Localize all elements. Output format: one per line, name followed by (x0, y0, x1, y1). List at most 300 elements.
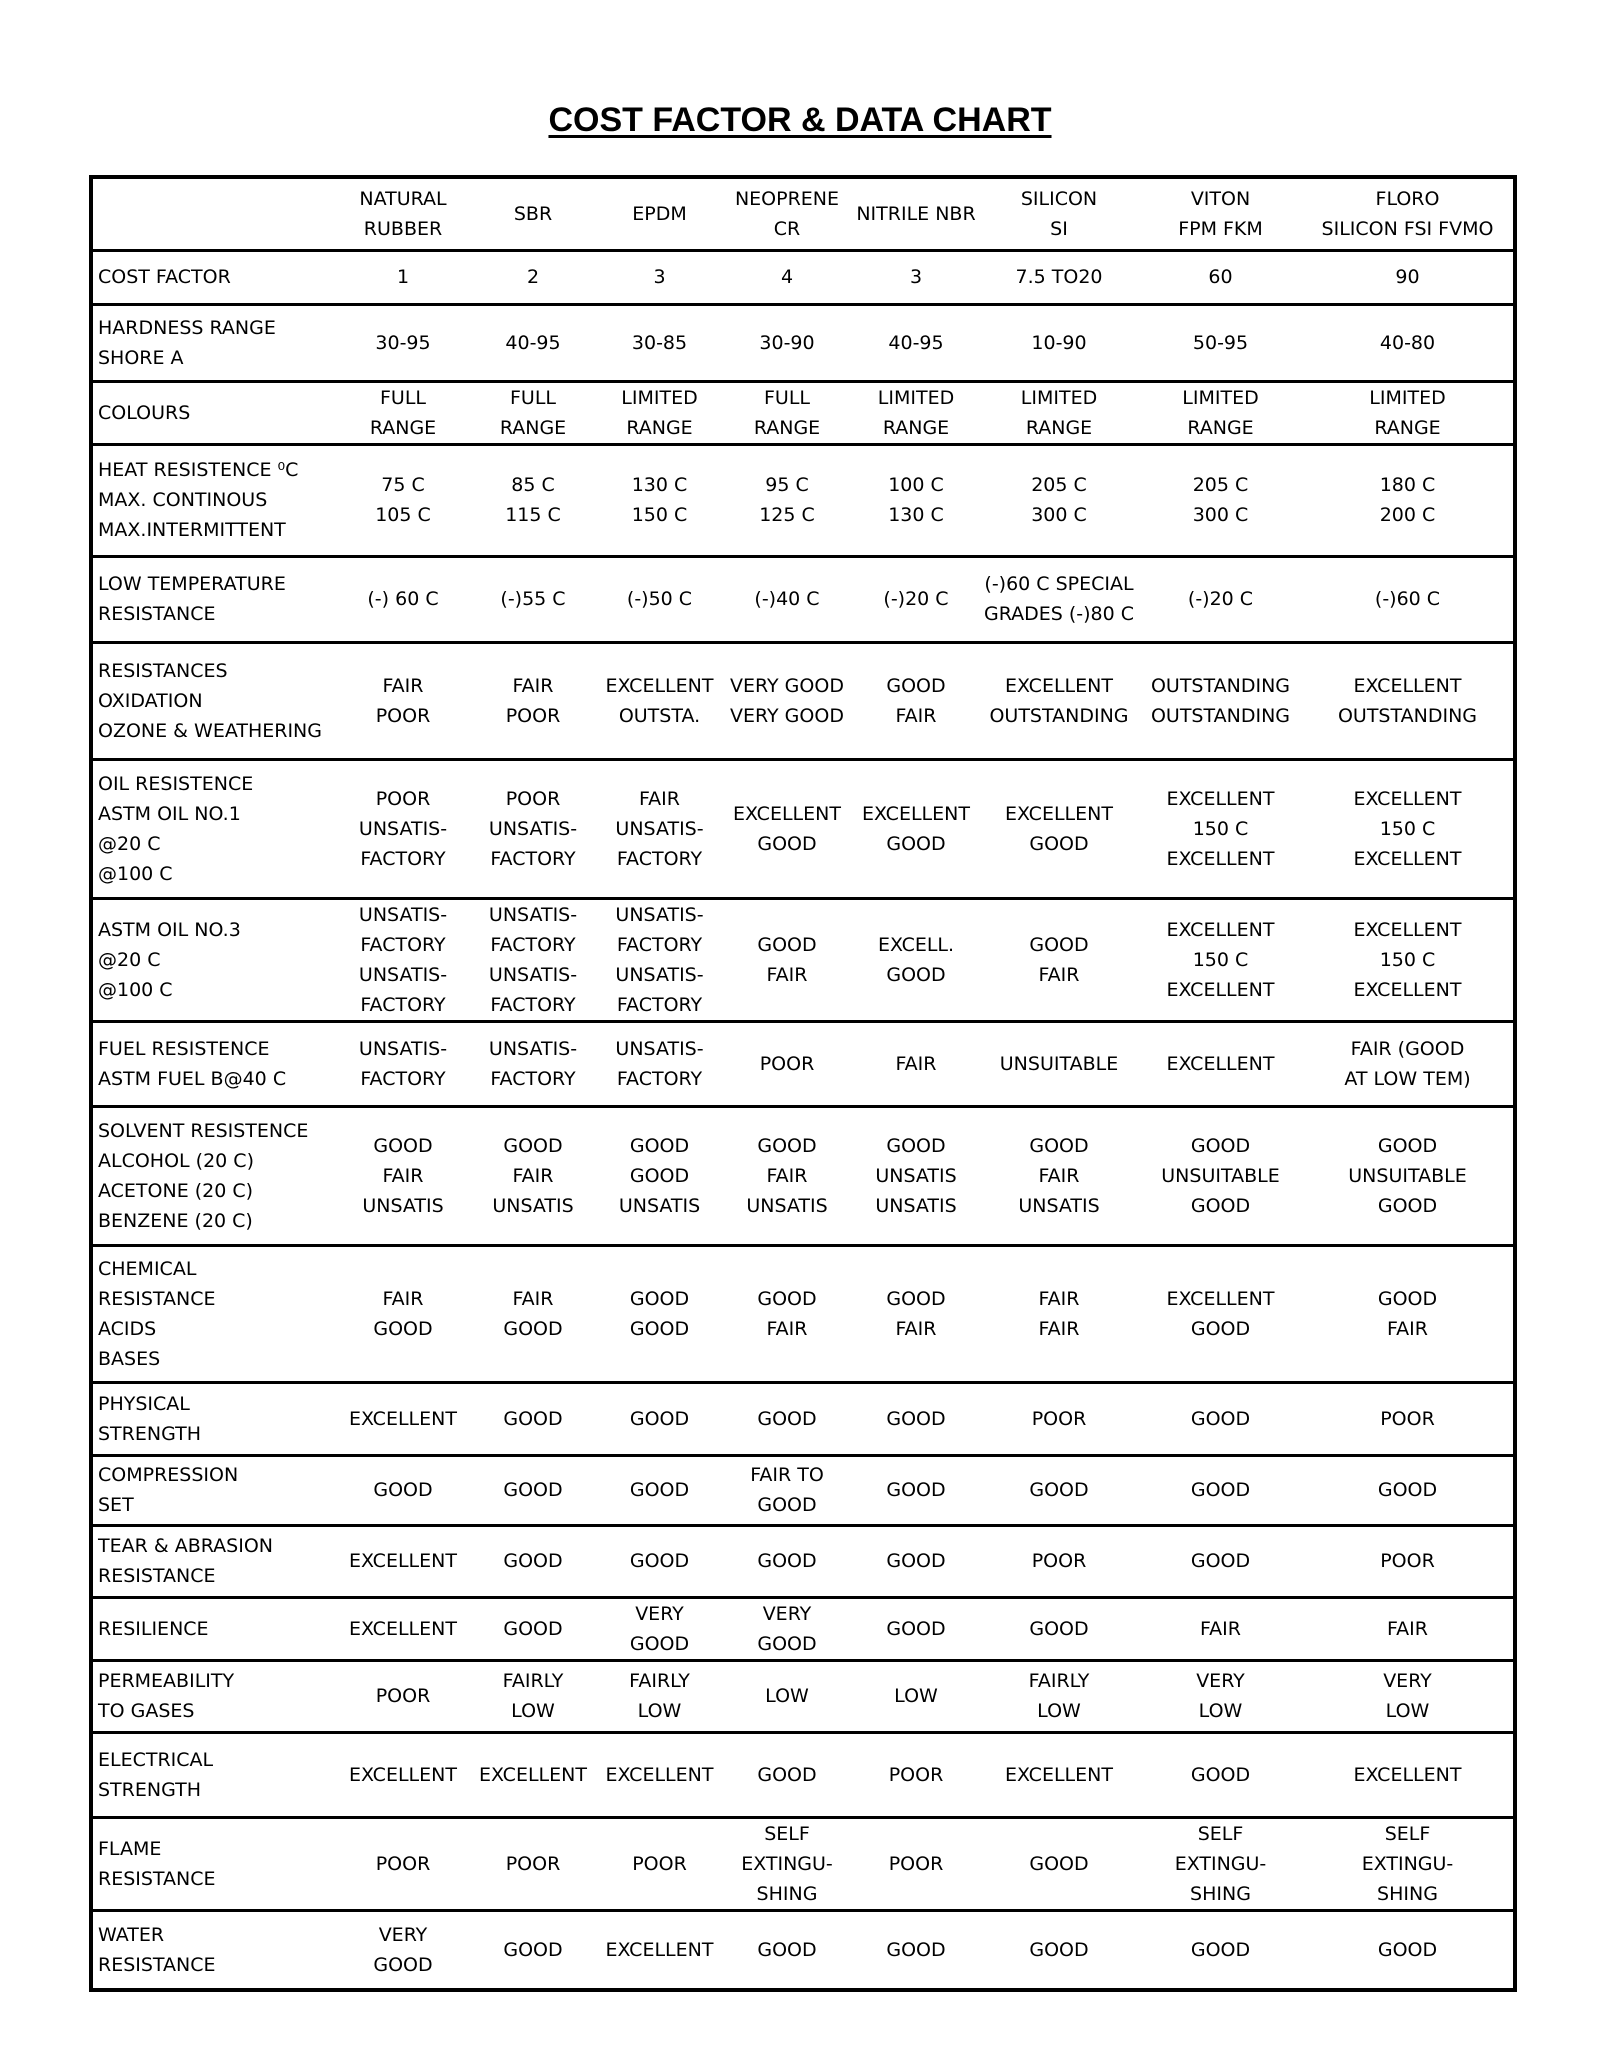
cell-text-line: SHING (756, 1882, 818, 1905)
cell-text-line: GOOD (503, 1938, 563, 1961)
cell-text-line: OUTSTANDING (989, 704, 1129, 727)
cell-text-line: SI (1050, 217, 1068, 240)
table-cell (598, 304, 721, 381)
table-cell (853, 1455, 979, 1525)
cell-text-line: 150 C (1379, 948, 1436, 971)
cell-text-line: GOOD (503, 1550, 563, 1572)
cell-text-line: EXCELL. (877, 933, 955, 956)
table-row (91, 898, 1515, 1021)
cell-text-line: 50-95 (1192, 331, 1249, 354)
cell-text-line: EXCELLENT (862, 802, 970, 825)
table-cell (721, 759, 853, 898)
cell-text-line: 85 C (511, 474, 555, 496)
table-cell (853, 304, 979, 381)
cell-text-line: MAX.INTERMITTENT (98, 519, 286, 541)
table-cell (853, 642, 979, 759)
cell-text-line: GOOD (1190, 1317, 1251, 1340)
cell-text-line: RESISTANCE (98, 1565, 216, 1587)
table-cell (598, 1910, 721, 1990)
cell-text-line: BASES (98, 1347, 161, 1370)
cell-text-line: LIMITED (877, 386, 955, 409)
cell-text-line: OUTSTANDING (1150, 674, 1291, 697)
cell-text-line: PERMEABILITY (98, 1670, 235, 1692)
cell-text-line: GOOD (503, 1407, 563, 1430)
table-cell (468, 1382, 598, 1455)
table-cell (338, 1382, 468, 1455)
table-cell (1302, 1660, 1515, 1732)
cell-text-line: UNSATIS- (358, 817, 448, 840)
cell-text-line: GOOD (1029, 1134, 1089, 1157)
table-cell (1139, 1106, 1302, 1245)
cell-text-line: GOOD (886, 963, 946, 986)
cell-text-line: RANGE (626, 416, 693, 439)
table-cell (468, 1817, 598, 1910)
cell-text-line: STRENGTH (98, 1778, 202, 1801)
table-cell (468, 898, 598, 1021)
cell-text-line: GOOD (629, 1134, 690, 1157)
cell-text-line: POOR (375, 1852, 431, 1875)
table-row (91, 556, 1515, 642)
column-header (1302, 177, 1515, 250)
table-cell (598, 1597, 721, 1660)
cell-text-line: 90 (1395, 266, 1420, 288)
cell-text-line: 40-95 (888, 331, 944, 354)
cell-text-line: UNSATIS- (358, 903, 448, 926)
cell-text-line: GOOD (1377, 1479, 1438, 1501)
cell-text-line: LOW (1198, 1700, 1243, 1722)
cell-text-line: SHING (1377, 1882, 1438, 1905)
table-cell (338, 1732, 468, 1817)
cell-text-line: POOR (1031, 1550, 1087, 1572)
cell-text-line: FULL (763, 386, 810, 409)
cell-text-line: @20 C (98, 948, 161, 971)
cell-text-line: GOOD (1029, 1479, 1089, 1501)
table-cell (468, 1106, 598, 1245)
cell-text-line: SILICON FSI FVMO (1321, 217, 1494, 240)
table-cell (1302, 1817, 1515, 1910)
table-cell (979, 1817, 1139, 1910)
table-cell (853, 1245, 979, 1382)
cell-text-line: UNSATIS (492, 1194, 574, 1217)
cell-text-line: GOOD (757, 1134, 817, 1157)
cell-text-line: CR (773, 217, 801, 240)
cell-text-line: FACTORY (616, 847, 703, 870)
table-row (91, 381, 1515, 444)
page-title-text: COST FACTOR & DATA CHART (548, 101, 1052, 139)
table-cell (721, 1817, 853, 1910)
cell-text-line: 60 (1208, 266, 1233, 288)
table-cell (598, 1021, 721, 1106)
cell-text-line: EXCELLENT (605, 1938, 714, 1961)
cell-text-line: FACTORY (360, 933, 446, 956)
table-cell (721, 1455, 853, 1525)
table-cell (979, 1660, 1139, 1732)
row-label (91, 381, 338, 444)
cell-text-line: GOOD (1029, 1852, 1089, 1875)
cell-text-line: FAIR (1038, 963, 1080, 986)
cell-text-line: FAIR (382, 1164, 424, 1187)
cell-text-line: RANGE (369, 416, 437, 439)
cell-text-line: 150 C (1192, 948, 1249, 971)
cell-text-line: FAIR (766, 1164, 808, 1187)
cell-text-line: EXCELLENT (1166, 978, 1275, 1001)
table-cell (338, 381, 468, 444)
cell-text-line: GOOD (886, 1287, 946, 1310)
cell-text-line: UNSUITABLE (1161, 1164, 1280, 1187)
table-cell (853, 1910, 979, 1990)
cell-text-line: FACTORY (360, 993, 446, 1016)
cell-text-line: VITON (1190, 187, 1251, 210)
cell-text-line: GOOD (886, 1407, 946, 1430)
cell-text-line: ASTM OIL NO.1 (98, 802, 241, 825)
table-cell (338, 759, 468, 898)
table-cell (979, 556, 1139, 642)
cell-text-line: 30-95 (375, 331, 431, 354)
cell-text-line: GOOD (886, 1617, 946, 1640)
cell-text-line: VERY (378, 1923, 428, 1946)
cell-text-line: FAIR (766, 1317, 808, 1340)
cell-text-line: FAIR (639, 787, 680, 810)
cell-text-line: 30-85 (631, 331, 688, 354)
cell-text-line: FAIR (895, 704, 937, 727)
cell-text-line: FAIR (382, 674, 424, 697)
cell-text-line: EXCELLENT (605, 1763, 714, 1786)
cell-text-line: LOW TEMPERATURE (98, 573, 286, 595)
table-cell (1139, 1660, 1302, 1732)
cell-text-line: UNSUITABLE (1348, 1164, 1467, 1187)
cell-text-line: FACTORY (616, 1067, 703, 1090)
cell-text-line: HEAT RESISTENCE ⁰C (98, 459, 299, 481)
cell-text-line: 150 C (1379, 817, 1436, 840)
cell-text-line: GOOD (373, 1479, 433, 1501)
cell-text-line: AT LOW TEM) (1344, 1067, 1471, 1090)
table-row (91, 1910, 1515, 1990)
cell-text-line: GOOD (1377, 1134, 1438, 1157)
cell-text-line: GOOD (629, 1287, 690, 1310)
cell-text-line: FAIR (1200, 1617, 1241, 1640)
cell-text-line: UNSATIS- (488, 963, 578, 986)
table-row (91, 1245, 1515, 1382)
page-title (0, 100, 1600, 140)
table-cell (1139, 1732, 1302, 1817)
cell-text-line: 75 C (381, 474, 425, 496)
table-cell (1139, 304, 1302, 381)
cell-text-line: GOOD (503, 1617, 563, 1640)
table-cell (1302, 642, 1515, 759)
cell-text-line: LOW (637, 1700, 682, 1722)
cell-text-line: WATER (98, 1923, 165, 1946)
table-row (91, 1817, 1515, 1910)
cell-text-line: GOOD (1190, 1194, 1251, 1217)
cell-text-line: FLORO (1375, 187, 1440, 210)
cell-text-line: GOOD (757, 933, 817, 956)
cell-text-line: EXCELLENT (1353, 787, 1462, 810)
cell-text-line: FACTORY (616, 933, 703, 956)
table-cell (853, 1021, 979, 1106)
table-cell (979, 1597, 1139, 1660)
table-cell (1139, 444, 1302, 556)
cell-text-line: LIMITED (1020, 386, 1098, 409)
cell-text-line: SELF (1197, 1822, 1244, 1845)
cell-text-line: GOOD (1190, 1407, 1251, 1430)
cell-text-line: 300 C (1192, 504, 1249, 526)
cell-text-line: EXCELLENT (1166, 847, 1275, 870)
cell-text-line: 100 C (888, 474, 944, 496)
cell-text-line: EPDM (632, 202, 687, 225)
table-cell (853, 1525, 979, 1597)
table-cell (338, 1597, 468, 1660)
table-cell (468, 1597, 598, 1660)
cell-text-line: PHYSICAL (98, 1392, 190, 1415)
cell-text-line: 300 C (1031, 504, 1087, 526)
cell-text-line: 130 C (888, 504, 944, 526)
cell-text-line: POOR (1380, 1550, 1435, 1572)
cell-text-line: LIMITED (1182, 386, 1259, 409)
cell-text-line: EXCELLENT (1166, 918, 1275, 941)
cell-text-line: GOOD (886, 832, 946, 855)
cell-text-line: UNSATIS- (358, 963, 448, 986)
data-chart-table (89, 175, 1517, 1992)
cell-text-line: POOR (505, 704, 561, 727)
table-cell (721, 1106, 853, 1245)
cell-text-line: GOOD (629, 1550, 690, 1572)
table-cell (1139, 250, 1302, 304)
table-cell (1302, 1245, 1515, 1382)
cell-text-line: OUTSTA. (618, 704, 701, 727)
table-cell (598, 898, 721, 1021)
cell-text-line: SHORE A (98, 346, 184, 369)
cell-text-line: ELECTRICAL (98, 1748, 214, 1771)
table-cell (468, 1910, 598, 1990)
cell-text-line: SET (98, 1494, 134, 1516)
cell-text-line: OZONE & WEATHERING (98, 719, 322, 742)
table-cell (979, 1021, 1139, 1106)
cell-text-line: GOOD (503, 1134, 563, 1157)
table-cell (468, 642, 598, 759)
cell-text-line: SHING (1190, 1882, 1251, 1905)
table-cell (1139, 1817, 1302, 1910)
table-cell (1139, 1382, 1302, 1455)
cell-text-line: VERY (762, 1602, 812, 1625)
table-cell (979, 898, 1139, 1021)
cell-text-line: GOOD (886, 1134, 946, 1157)
table-cell (853, 444, 979, 556)
cell-text-line: (-)50 C (626, 588, 693, 610)
table-cell (853, 1660, 979, 1732)
cell-text-line: FLAME (98, 1837, 162, 1860)
row-label (91, 1660, 338, 1732)
table-cell (338, 556, 468, 642)
table-cell (853, 381, 979, 444)
cell-text-line: SBR (513, 202, 553, 225)
cell-text-line: GOOD (629, 1317, 690, 1340)
cell-text-line: UNSATIS (875, 1164, 957, 1187)
table-cell (1302, 381, 1515, 444)
row-label (91, 250, 338, 304)
cell-text-line: VERY GOOD (730, 704, 844, 727)
row-label (91, 1455, 338, 1525)
table-cell (1302, 1597, 1515, 1660)
cell-text-line: FAIR (512, 674, 554, 697)
cell-text-line: HARDNESS RANGE (98, 316, 276, 339)
table-cell (1139, 1525, 1302, 1597)
cell-text-line: POOR (888, 1763, 944, 1786)
table-row (91, 304, 1515, 381)
table-cell (1302, 898, 1515, 1021)
row-label (91, 1597, 338, 1660)
table-cell (338, 1106, 468, 1245)
table-cell (1139, 1245, 1302, 1382)
cell-text-line: RESILIENCE (98, 1617, 209, 1640)
table-row (91, 1660, 1515, 1732)
row-label (91, 1817, 338, 1910)
table-cell (468, 1021, 598, 1106)
cell-text-line: RESISTANCE (98, 1867, 216, 1890)
cell-text-line: POOR (1380, 1407, 1435, 1430)
table-cell (979, 444, 1139, 556)
table-cell (721, 1732, 853, 1817)
cell-text-line: SILICON (1020, 187, 1098, 210)
cell-text-line: 30-90 (759, 331, 815, 354)
cell-text-line: OUTSTANDING (1150, 704, 1291, 727)
table-cell (1302, 1021, 1515, 1106)
cell-text-line: FAIR (512, 1287, 554, 1310)
table-cell (338, 1910, 468, 1990)
cell-text-line: FAIR (382, 1287, 424, 1310)
table-cell (979, 1106, 1139, 1245)
cell-text-line: RANGE (1374, 416, 1441, 439)
cell-text-line: EXCELLENT (1353, 1763, 1462, 1786)
table-cell (598, 1732, 721, 1817)
cell-text-line: EXCELLENT (349, 1763, 457, 1786)
cell-text-line: RANGE (1187, 416, 1254, 439)
table-row (91, 759, 1515, 898)
cell-text-line: EXCELLENT (349, 1550, 457, 1572)
cell-text-line: (-)20 C (1187, 588, 1254, 610)
table-cell (853, 1597, 979, 1660)
cell-text-line: OXIDATION (98, 689, 203, 712)
cell-text-line: OUTSTANDING (1337, 704, 1478, 727)
cell-text-line: UNSATIS- (358, 1037, 448, 1060)
table-cell (721, 304, 853, 381)
cell-text-line: GOOD (1190, 1763, 1251, 1786)
cell-text-line: 130 C (631, 474, 688, 496)
cell-text-line: FAIR (1038, 1164, 1080, 1187)
cell-text-line: 150 C (1192, 817, 1249, 840)
cell-text-line: CHEMICAL (98, 1257, 197, 1280)
table-cell (979, 250, 1139, 304)
cell-text-line: EXCELLENT (605, 674, 714, 697)
table-cell (468, 304, 598, 381)
row-label (91, 1021, 338, 1106)
cell-text-line: LIMITED (621, 386, 698, 409)
cell-text-line: UNSATIS (618, 1194, 701, 1217)
cell-text-line: 105 C (375, 504, 431, 526)
table-cell (853, 1817, 979, 1910)
table-cell (338, 1245, 468, 1382)
table-cell (598, 1660, 721, 1732)
cell-text-line: LOW (1037, 1700, 1081, 1722)
cell-text-line: VERY (1196, 1670, 1245, 1692)
cell-text-line: UNSATIS- (615, 963, 704, 986)
cell-text-line: ACETONE (20 C) (98, 1179, 254, 1202)
cell-text-line: COLOURS (98, 401, 191, 424)
cell-text-line: POOR (888, 1852, 944, 1875)
cell-text-line: BENZENE (20 C) (98, 1209, 253, 1232)
table-row (91, 1382, 1515, 1455)
cell-text-line: FACTORY (616, 993, 703, 1016)
table-cell (338, 898, 468, 1021)
cell-text-line: 3 (909, 266, 923, 288)
cell-text-line: EXCELLENT (1166, 1052, 1275, 1075)
table-cell (1302, 556, 1515, 642)
cell-text-line: SOLVENT RESISTENCE (98, 1119, 309, 1142)
cell-text-line: EXCELLENT (349, 1407, 457, 1430)
table-cell (338, 1660, 468, 1732)
table-cell (338, 1021, 468, 1106)
table-cell (598, 759, 721, 898)
table-row (91, 250, 1515, 304)
cell-text-line: 2 (526, 266, 540, 288)
table-cell (721, 1382, 853, 1455)
table-cell (598, 1245, 721, 1382)
cell-text-line: GOOD (1190, 1550, 1251, 1572)
cell-text-line: EXCELLENT (1353, 847, 1462, 870)
cell-text-line: GOOD (1029, 933, 1089, 956)
table-cell (853, 250, 979, 304)
table-row (91, 1525, 1515, 1597)
cell-text-line: FAIR (766, 963, 808, 986)
cell-text-line: 180 C (1379, 474, 1436, 496)
table-cell (979, 1732, 1139, 1817)
cell-text-line: GOOD (1190, 1134, 1251, 1157)
cell-text-line: FPM FKM (1178, 217, 1263, 240)
cell-text-line: 205 C (1192, 474, 1249, 496)
row-label (91, 304, 338, 381)
cell-text-line: MAX. CONTINOUS (98, 489, 268, 511)
table-cell (598, 1106, 721, 1245)
table-row (91, 1732, 1515, 1817)
cell-text-line: RANGE (499, 416, 567, 439)
row-label (91, 759, 338, 898)
cell-text-line: GOOD (629, 1164, 690, 1187)
table-cell (721, 1021, 853, 1106)
cell-text-line: POOR (505, 787, 561, 810)
table-cell (979, 1382, 1139, 1455)
cell-text-line: EXCELLENT (479, 1763, 587, 1786)
table-cell (853, 1106, 979, 1245)
table-cell (979, 1910, 1139, 1990)
cell-text-line: POOR (375, 704, 431, 727)
cell-text-line: RESISTANCE (98, 603, 216, 625)
cell-text-line: FAIR (1387, 1317, 1428, 1340)
cell-text-line: EXCELLENT (1166, 1287, 1275, 1310)
table-cell (1139, 898, 1302, 1021)
cell-text-line: UNSATIS (875, 1194, 957, 1217)
column-header (853, 177, 979, 250)
cell-text-line: GOOD (757, 1550, 817, 1572)
cell-text-line: 95 C (765, 474, 809, 496)
table-cell (598, 556, 721, 642)
cell-text-line: GOOD (373, 1134, 433, 1157)
cell-text-line: FACTORY (490, 1067, 576, 1090)
cell-text-line: FAIR (512, 1164, 554, 1187)
table-row (91, 1597, 1515, 1660)
cell-text-line: FAIRLY (629, 1670, 690, 1692)
cell-text-line: GOOD (757, 1938, 817, 1961)
table-row (91, 1021, 1515, 1106)
column-header (598, 177, 721, 250)
